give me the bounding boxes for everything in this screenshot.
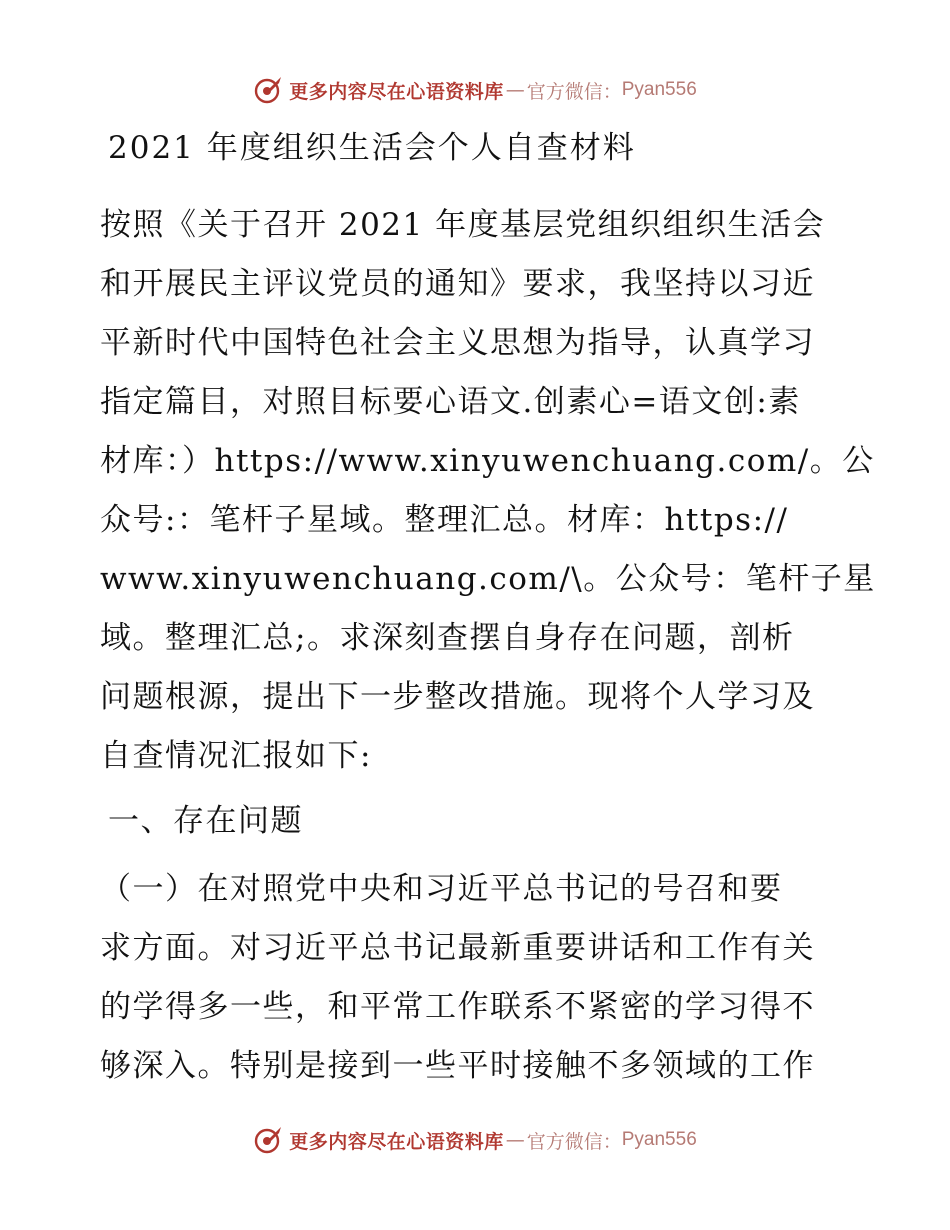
paragraph-line: 和开展民主评议党员的通知》要求，我坚持以习近 — [100, 266, 815, 302]
watermark-separator: — — [505, 1129, 525, 1151]
footer-watermark — [0, 1120, 950, 1160]
header-watermark — [0, 70, 950, 110]
paragraph-line: 平新时代中国特色社会主义思想为指导，认真学习 — [100, 325, 815, 361]
watermark-separator: — — [505, 79, 525, 101]
section-paragraph — [100, 860, 860, 1096]
paragraph-line: 指定篇目，对照目标要心语文.创素心=语文创:素 — [100, 384, 801, 420]
watermark-official-label: 官方微信： — [526, 80, 622, 103]
watermark-wechat-id: Pyan556 — [621, 1129, 697, 1150]
watermark-brand-text: 更多内容尽在心语资料库 — [289, 80, 504, 103]
document-title: 2021 年度组织生活会个人自查材料 — [108, 130, 636, 166]
watermark-brand-text: 更多内容尽在心语资料库 — [289, 1130, 504, 1153]
paragraph-line: 按照《关于召开 2021 年度基层党组织组织生活会 — [100, 207, 826, 243]
paragraph-line: 域。整理汇总;。求深刻查摆自身存在问题，剖析 — [100, 620, 795, 656]
paragraph-line: www.xinyuwenchuang.com/\。公众号：笔杆子星 — [100, 561, 876, 597]
paragraph-line: 自查情况汇报如下: — [100, 738, 372, 774]
paragraph-line: 问题根源，提出下一步整改措施。现将个人学习及 — [100, 679, 815, 715]
quill-pen-logo-icon — [253, 1125, 283, 1155]
paragraph-line: 材库：）https://www.xinyuwenchuang.com/。公 — [100, 443, 875, 479]
intro-paragraph — [100, 196, 876, 786]
paragraph-line: 够深入。特别是接到一些平时接触不多领域的工作 — [100, 1048, 815, 1084]
section-heading: 一、存在问题 — [108, 803, 303, 839]
watermark-wechat-id: Pyan556 — [621, 79, 697, 100]
paragraph-line: （一）在对照党中央和习近平总书记的号召和要 — [100, 871, 783, 907]
paragraph-line: 的学得多一些，和平常工作联系不紧密的学习得不 — [100, 989, 815, 1025]
quill-pen-logo-icon — [253, 75, 283, 105]
paragraph-line: 求方面。对习近平总书记最新重要讲话和工作有关 — [100, 930, 815, 966]
watermark-official-label: 官方微信： — [526, 1130, 622, 1153]
paragraph-line: 众号:：笔杆子星域。整理汇总。材库：https:// — [100, 502, 789, 538]
